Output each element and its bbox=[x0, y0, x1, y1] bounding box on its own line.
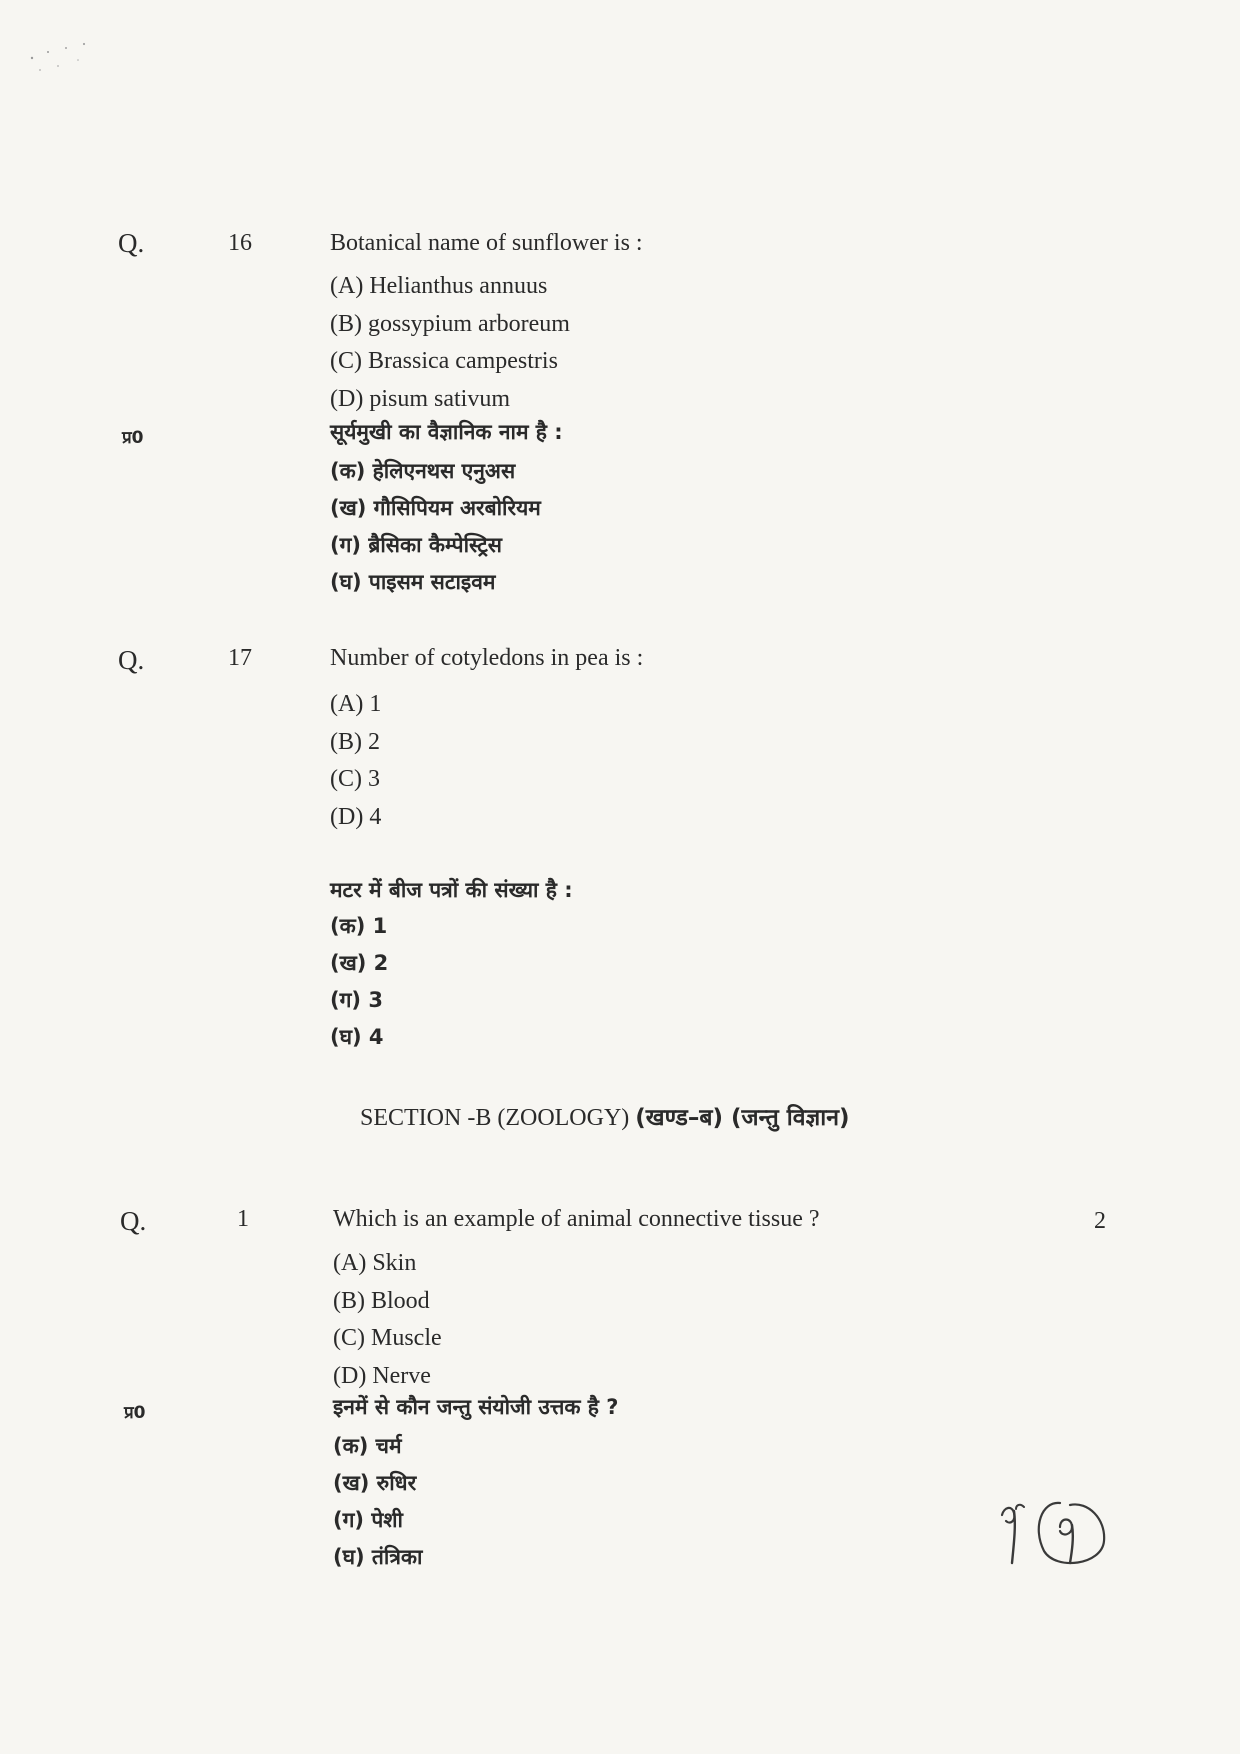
scan-artifact bbox=[20, 30, 100, 90]
options-en bbox=[330, 686, 381, 836]
question-text-hi: सूर्यमुखी का वैज्ञानिक नाम है : bbox=[330, 420, 563, 444]
option-a: (A) Helianthus annuus bbox=[330, 273, 548, 299]
option-kha: (ख) 2 bbox=[330, 951, 389, 975]
section-heading bbox=[360, 1100, 850, 1132]
options-en bbox=[330, 268, 570, 418]
option-ga: (ग) पेशी bbox=[333, 1508, 403, 1532]
question-text-hi: मटर में बीज पत्रों की संख्या है : bbox=[330, 878, 573, 902]
question-label: Q. bbox=[120, 1206, 147, 1236]
section-title-en: SECTION -B (ZOOLOGY) bbox=[360, 1105, 630, 1131]
question-label: Q. bbox=[118, 228, 145, 258]
option-d: (D) pisum sativum bbox=[330, 385, 510, 412]
option-ga: (ग) 3 bbox=[330, 988, 383, 1012]
options-hi bbox=[330, 453, 541, 601]
option-gha: (घ) तंत्रिका bbox=[333, 1545, 423, 1569]
option-b: (B) 2 bbox=[330, 728, 380, 755]
option-ka: (क) हेलिएनथस एनुअस bbox=[330, 459, 516, 483]
question-label: Q. bbox=[118, 645, 145, 675]
question-marks: 2 bbox=[1094, 1208, 1106, 1234]
question-text-en: Number of cotyledons in pea is : bbox=[330, 645, 644, 671]
handwritten-page-number bbox=[990, 1485, 1120, 1575]
option-b: (B) Blood bbox=[333, 1287, 430, 1314]
option-ka: (क) 1 bbox=[330, 914, 388, 938]
option-ga: (ग) ब्रैसिका कैम्पेस्ट्रिस bbox=[330, 533, 502, 557]
option-b: (B) gossypium arboreum bbox=[330, 310, 570, 337]
options-hi bbox=[330, 908, 388, 1056]
option-d: (D) 4 bbox=[330, 803, 382, 830]
option-kha: (ख) गौसिपियम अरबोरियम bbox=[330, 496, 541, 520]
option-c: (C) 3 bbox=[330, 766, 380, 792]
option-a: (A) Skin bbox=[333, 1250, 417, 1276]
question-number: 1 bbox=[237, 1206, 249, 1232]
section-title-hi: (खण्ड–ब) (जन्तु विज्ञान) bbox=[635, 1105, 850, 1131]
option-c: (C) Muscle bbox=[333, 1325, 442, 1351]
option-ka: (क) चर्म bbox=[333, 1434, 402, 1458]
option-gha: (घ) पाइसम सटाइवम bbox=[330, 570, 496, 594]
question-text-en: Botanical name of sunflower is : bbox=[330, 230, 643, 256]
question-number: 17 bbox=[228, 645, 252, 671]
option-c: (C) Brassica campestris bbox=[330, 348, 558, 374]
question-text-hi: इनमें से कौन जन्तु संयोजी उत्तक है ? bbox=[333, 1395, 619, 1419]
option-d: (D) Nerve bbox=[333, 1362, 431, 1389]
options-hi bbox=[333, 1428, 423, 1576]
hindi-question-label: प्र0 bbox=[122, 428, 144, 448]
option-kha: (ख) रुधिर bbox=[333, 1471, 417, 1495]
option-gha: (घ) 4 bbox=[330, 1025, 384, 1049]
hindi-question-label: प्र0 bbox=[124, 1403, 146, 1423]
question-text-en: Which is an example of animal connective tissue ? bbox=[333, 1206, 820, 1232]
question-number: 16 bbox=[228, 230, 252, 256]
option-a: (A) 1 bbox=[330, 691, 382, 717]
options-en bbox=[333, 1245, 442, 1395]
